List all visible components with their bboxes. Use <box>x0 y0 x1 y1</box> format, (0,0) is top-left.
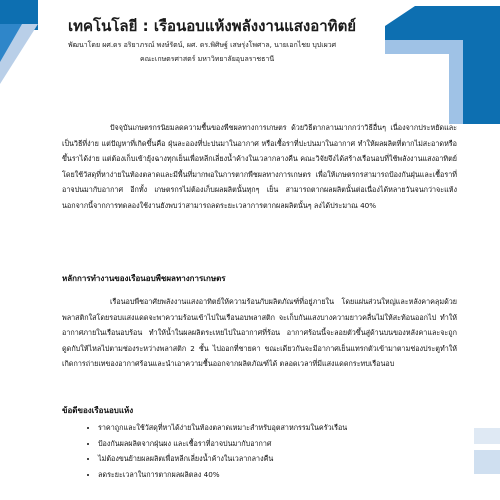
side-stripe-decoration <box>474 400 500 426</box>
section-heading-principle: หลักการทำงานของเรือนอบพืชผลทางการเกษตร <box>62 274 226 283</box>
list-item: • ไม่ต้องขนย้ายผลผลิตเพื่อหลีกเลี่ยงน้ำค้างในเวลากลางคืน <box>98 451 458 467</box>
list-item: • ป้องกันผลผลิตจากฝุ่นผง และเชื้อราที่อาจปนมากับอากาศ <box>98 436 458 452</box>
list-item: • ลดระยะเวลาในการตากผลผลิตลง 40% <box>98 467 458 483</box>
list-item: • ราคาถูกและใช้วัสดุที่หาได้ง่ายในท้องตลาดเหมาะสำหรับอุตสาหกรรมในครัวเรือน <box>98 420 458 436</box>
section-heading-advantages: ข้อดีของเรือนอบแห้ง <box>62 406 134 415</box>
chevron-decoration <box>385 6 500 124</box>
author-affiliation: คณะเกษตรศาสตร์ มหาวิทยาลัยอุบลราชธานี <box>140 55 275 63</box>
side-stripe-decoration <box>474 450 500 474</box>
principle-paragraph: เรือนอบพืชอาศัยพลังงานแสงอาทิตย์ให้ความร้อนกับผลิตภัณฑ์ที่อยู่ภายใน โดยแผ่นส่วนใหญ่และหลังคาคลุมด้วยพลาสติกใสโดยรอบแสงแดดจะพาความร้อนเข้าไปในเรือนอบพลาสติก จะเก็บกันแสงบางความยาวคลื่นไม่ให้สะท้อนออกไป ทำให้อากาศภายในเรือนอบร้อน ทำให้น้ำในผลผลิตระเหยไปในอากาศที่ร้อน อากาศร้อนนี้จะลอยตัวขึ้นสู่ด้านบนของหลังคาและจะถูกดูดกับให้ไหลไปตามช่องระหว่างพลาสติก 2 ชั้น ไปออกที่ชายคา ขณะเดียวกันจะมีอากาศเย็นแทรกตัวเข้ามาตามช่องประตูทำให้เกิดการถ่ายเทของอากาศร้อนและนำเอาความชื้นออกจากผลิตภัณฑ์ได้ ตลอดเวลาที่มีแสงแดดกระทบเรือนอบ <box>62 297 457 369</box>
page-title: เทคโนโลยี : เรือนอบแห้งพลังงานแสงอาทิตย์ <box>68 17 357 35</box>
advantages-list <box>84 420 458 482</box>
intro-paragraph: ปัจจุบันเกษตรกรนิยมลดความชื้นของพืชผลทางการเกษตร ด้วยวิธีตากลานมากกว่าวิธีอื่นๆ เนื่องจากประหยัดและเป็นวิธีที่ง่าย แต่ปัญหาที่เกิดขึ้นคือ ฝุ่นละอองที่ปะปนมาในอากาศ หรือเชื้อราที่ปะปนมาในอากาศ ทำให้ผลผลิตที่ตากไม่สะอาดหรือขึ้นราได้ง่าย แต่ต้องเก็บเข้ายุ้งฉางทุกเย็นเพื่อหลีกเลี่ยงน้ำค้างในเวลากลางคืน คณะวิจัยจึงได้สร้างเรือนอบที่ใช้พลังงานแสงอาทิตย์ โดยใช้วัสดุที่หาง่ายในท้องตลาดและมีพื้นที่มากพอในการตากพืชผลทางการเกษตร เพื่อให้เกษตรกรสามารถป้องกันฝุ่นและเชื้อราที่อาจปนมากับอากาศ อีกทั้ง เกษตรกรไม่ต้องเก็บผลผลิตนั้นทุกๆ เย็น สามารถตากผลผลิตนั้นต่อเนื่องได้หลายวันจนกว่าจะแห้ง นอกจากนี้จากการทดลองใช้งานยังพบว่าสามารถลดระยะเวลาการตากผลผลิตนั้นๆ ลงได้ประมาณ 40% <box>62 123 457 210</box>
corner-triangle-decoration <box>0 24 38 84</box>
side-stripe-decoration <box>474 428 500 444</box>
author-byline: พัฒนาโดย ผศ.ดร อริยาภรณ์ พงษ์รัตน์, ผศ. ดร.พิศิษฐ์ เสษรุ่งโพศาล, นายเอกไชย บุปเผวศ <box>68 41 337 49</box>
